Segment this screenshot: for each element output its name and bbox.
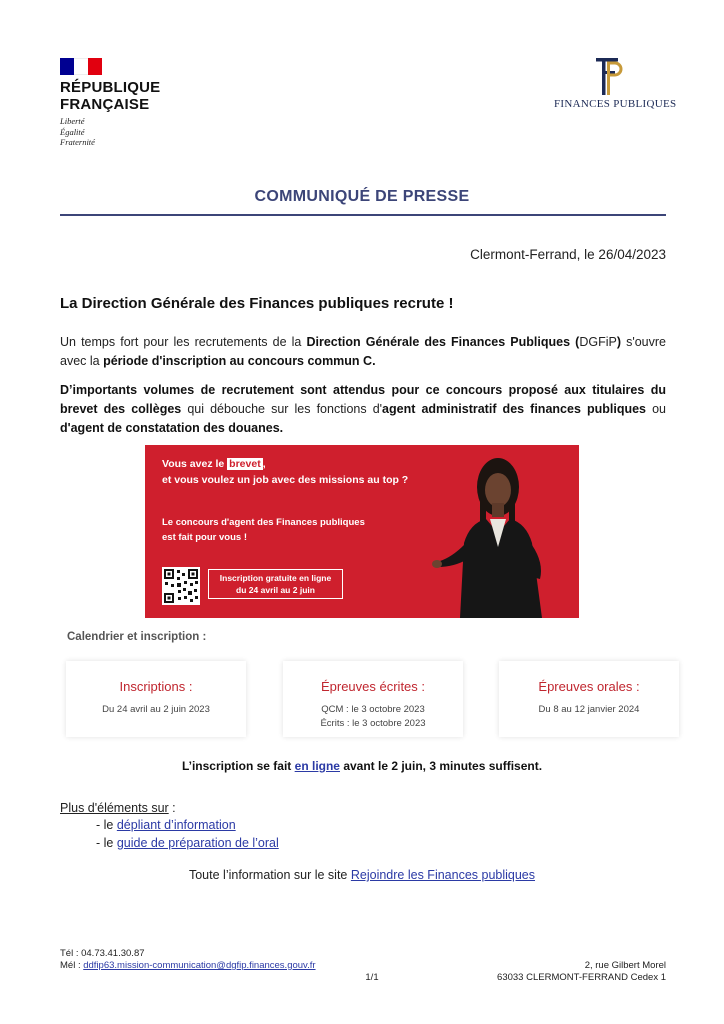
card-line: Du 24 avril au 2 juin 2023: [102, 704, 210, 715]
footer-address-line-2: 63033 CLERMONT-FERRAND Cedex 1: [497, 972, 666, 983]
republic-line-2: FRANÇAISE: [60, 96, 150, 113]
all-info-line: [0, 868, 724, 882]
inscription-post: avant le 2 juin, 3 minutes suffisent.: [339, 759, 543, 773]
para1-bold-1: Direction Générale des Finances Publiques (: [306, 335, 580, 349]
para2-bold-2: agent administratif des finances publiques: [382, 402, 646, 416]
title-divider: [60, 214, 666, 216]
banner-highlight-brevet: brevet: [229, 458, 261, 470]
para1-text-3: s'ouvre avec la: [60, 335, 666, 368]
banner-line-1-post: ,: [262, 458, 266, 470]
para2-text-2: ou: [646, 402, 666, 416]
card-heading: Inscriptions :: [119, 679, 193, 694]
more-info-label: [60, 801, 176, 815]
motto-fraternite: Fraternité: [60, 137, 95, 147]
list-item-prefix: - le: [96, 836, 117, 850]
footer-address: [497, 960, 666, 984]
motto-liberte: Liberté: [60, 116, 85, 126]
qr-code-icon: [162, 567, 200, 605]
card-line: Du 8 au 12 janvier 2024: [538, 704, 640, 715]
brochure-link[interactable]: dépliant d’information: [116, 818, 236, 832]
french-flag-icon: [60, 58, 102, 75]
footer-email-label: Mél :: [60, 960, 84, 971]
inscription-pre: L’inscription se fait: [181, 759, 295, 773]
footer-contact: [60, 948, 316, 972]
para2-text-1: qui débouche sur les fonctions d': [181, 402, 383, 416]
banner-tagline: [162, 515, 365, 545]
more-info-text: Plus d'éléments sur: [60, 801, 169, 815]
para1-bold-3: période d'inscription au concours commun C.: [103, 354, 376, 368]
all-info-pre: Toute l’information sur le site: [188, 868, 351, 882]
banner-line-1: [162, 458, 266, 470]
oral-guide-link[interactable]: guide de préparation de l’oral: [116, 836, 279, 850]
card-body: [66, 703, 246, 717]
para2-bold-3: d'agent de constatation des douanes.: [60, 421, 284, 435]
intro-paragraph: [60, 333, 666, 371]
card-body: [499, 703, 679, 717]
para1-text-2: DGFiP: [579, 335, 617, 349]
list-item: [96, 836, 279, 850]
banner-line-4: est fait pour vous !: [162, 532, 247, 543]
finances-publiques-logo-icon: [590, 55, 626, 97]
para2-bold-1: D’importants volumes de recrutement sont attendus pour ce concours proposé aux titulaires du brevet des collèges: [60, 383, 666, 416]
para1-text-1: Un temps fort pour les recrutements de la: [60, 335, 307, 349]
page-number: 1/1: [365, 972, 379, 983]
para1-bold-2: ): [616, 335, 621, 349]
list-item-prefix: - le: [96, 818, 117, 832]
inscription-line: [0, 759, 724, 773]
press-release-title: COMMUNIQUÉ DE PRESSE: [254, 188, 470, 205]
card-line: QCM : le 3 octobre 2023: [321, 704, 425, 715]
republic-line-1: RÉPUBLIQUE: [60, 79, 161, 96]
banner-line-1-pre: Vous avez le: [162, 458, 228, 470]
banner-box-line-1: Inscription gratuite en ligne: [219, 573, 332, 583]
calendar-card-written-exams: [283, 661, 463, 737]
banner-registration-box: [208, 569, 343, 599]
footer-phone: Tél : 04.73.41.30.87: [60, 948, 145, 959]
republic-motto: [60, 116, 95, 148]
card-heading: Épreuves écrites :: [320, 679, 426, 694]
finances-publiques-logo-text: FINANCES PUBLIQUES: [554, 98, 677, 110]
recruitment-banner: [145, 445, 579, 618]
footer-email-link[interactable]: ddfip63.mission-communication@dgfip.finances.gouv.fr: [83, 960, 316, 971]
rejoindre-finances-link[interactable]: Rejoindre les Finances publiques: [350, 868, 536, 882]
calendar-card-inscriptions: [66, 661, 246, 737]
list-item: [96, 818, 236, 832]
date-line: Clermont-Ferrand, le 26/04/2023: [470, 247, 666, 262]
banner-line-3: Le concours d'agent des Finances publiques: [162, 517, 365, 528]
calendar-title: Calendrier et inscription :: [67, 631, 207, 643]
banner-line-2: et vous voulez un job avec des missions au top ?: [162, 474, 409, 486]
motto-egalite: Égalité: [60, 126, 85, 137]
recruitment-paragraph: [60, 381, 666, 438]
card-body: [283, 703, 463, 730]
online-registration-link[interactable]: en ligne: [294, 759, 340, 773]
card-line: Écrits : le 3 octobre 2023: [320, 717, 426, 729]
banner-box-line-2: du 24 avril au 2 juin: [236, 585, 315, 595]
headline: La Direction Générale des Finances publiques recrute !: [60, 295, 454, 312]
person-photo-icon: [420, 445, 579, 618]
more-info-suffix: :: [168, 801, 176, 815]
calendar-card-oral-exams: [499, 661, 679, 737]
footer-address-line-1: 2, rue Gilbert Morel: [584, 960, 666, 971]
card-heading: Épreuves orales :: [538, 679, 640, 694]
republique-francaise-logo: [60, 79, 160, 113]
